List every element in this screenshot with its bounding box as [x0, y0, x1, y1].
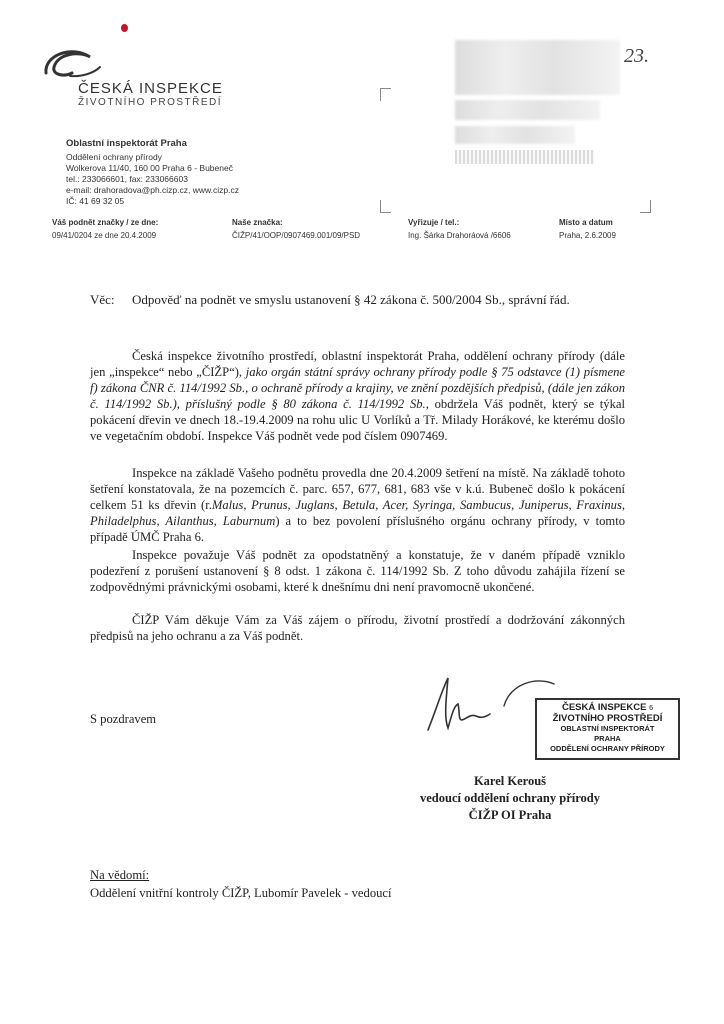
handwritten-number: 23.: [624, 45, 649, 67]
stamp-line: PRAHA: [594, 734, 621, 743]
signer-unit: ČIŽP OI Praha: [468, 808, 552, 822]
cc-text: Oddělení vnitřní kontroly ČIŽP, Lubomír Pavelek - vedoucí: [90, 886, 392, 900]
handled-by-label: Vyřizuje / tel.:: [408, 218, 460, 227]
redacted-recipient: [455, 40, 620, 95]
signer-title: vedoucí oddělení ochrany přírody: [420, 791, 600, 805]
greeting: S pozdravem: [90, 712, 157, 726]
signer-name: Karel Kerouš: [473, 774, 547, 788]
body-text: obdržela Váš podnět, který se týkal pokácení dřevin ve dnech 18.-19.4.2009 na rohu ulic U Vorlíků a Tř. Milady Horákové, ke kterému došlo ve vegetačním období. Inspekce Váš podnět vede pod číslem 0907469.: [90, 397, 625, 443]
body-text: ČIŽP Vám děkuje Vám za Váš zájem o přírodu, životní prostředí a dodržování zákonných předpisů na jeho ochranu a za Váš podnět.: [90, 613, 625, 643]
email-web: e-mail: drahoradova@ph.cizp.cz, www.cizp.cz: [66, 185, 240, 195]
handled-by-value: Ing. Šárka Drahoráová /6606: [408, 231, 511, 240]
body-text: ) a to bez povolení příslušného orgánu ochrany přírody, v tomto případě ÚMČ Praha 6.: [90, 514, 625, 544]
red-mark: [121, 24, 128, 32]
place-date-value: Praha, 2.6.2009: [559, 231, 616, 240]
body-paragraph-4: [90, 612, 625, 644]
institution-name: ČESKÁ INSPEKCE: [78, 80, 223, 97]
redacted-recipient: [455, 100, 600, 120]
address: Wolkerova 11/40, 160 00 Praha 6 - Bubeneč: [66, 163, 233, 173]
cizp-logo-icon: [42, 43, 112, 83]
department: Oddělení ochrany přírody: [66, 152, 162, 162]
official-stamp: [535, 698, 680, 760]
stamp-line: ODDĚLENÍ OCHRANY PŘÍRODY: [550, 744, 665, 753]
company-id: IČ: 41 69 32 05: [66, 196, 125, 206]
stamp-line: ŽIVOTNÍHO PROSTŘEDÍ: [552, 713, 663, 724]
subject-label: Věc:: [90, 292, 115, 307]
our-ref-value: ČIŽP/41/OOP/0907469.001/09/PSD: [232, 231, 361, 240]
stamp-line: ČESKÁ INSPEKCE: [561, 702, 647, 713]
cc-label: Na vědomí:: [90, 868, 150, 882]
address-window-corner: [380, 200, 391, 213]
body-text-species: Malus, Prunus, Juglans, Betula, Acer, Syringa, Sambucus, Juniperus, Fraxinus, Philadelphus, Ailanthus, Laburnum: [90, 498, 625, 528]
body-text: Inspekce na základě Vašeho podnětu provedla dne 20.4.2009 šetření na místě. Na základě tohoto šetření konstatovala, že na pozemcích č. parc. 657, 677, 681, 683 vše v k.ú. Bubeneč došlo k pokácení celkem 51 ks dřevin (r.: [90, 466, 625, 512]
our-ref-label: Naše značka:: [232, 218, 283, 227]
address-window-corner: [380, 88, 391, 101]
office-name: Oblastní inspektorát Praha: [66, 138, 187, 149]
stamp-line: OBLASTNÍ INSPEKTORÁT: [560, 724, 655, 733]
place-date-label: Místo a datum: [559, 218, 613, 227]
stamp-number: 6: [649, 705, 653, 712]
body-text: Česká inspekce životního prostředí, oblastní inspektorát Praha, oddělení ochrany přírody (dále jen „inspekce“ nebo „ČIŽP“),: [90, 349, 625, 379]
body-text: Inspekce považuje Váš podnět za opodstatněný a konstatuje, že v daném případě vzniklo podezření z porušení ustanovení § 8 odst. 1 zákona č. 114/1992 Sb. Z toho důvodu zahájila řízení se zodpovědnými právnickými osobami, které k dnešnímu dni není pravomocně ukončené.: [90, 548, 625, 594]
body-paragraph-3: [90, 547, 625, 595]
subject-text: Odpověď na podnět ve smyslu ustanovení § 42 zákona č. 500/2004 Sb., správní řád.: [132, 292, 570, 307]
your-ref-label: Váš podnět značky / ze dne:: [52, 218, 159, 227]
institution-subname: ŽIVOTNÍHO PROSTŘEDÍ: [78, 97, 223, 108]
body-paragraph-1: [90, 348, 625, 444]
phone-fax: tel.: 233066601, fax: 233066603: [66, 174, 188, 184]
body-paragraph-2: [90, 465, 625, 545]
your-ref-value: 09/41/0204 ze dne 20.4.2009: [52, 231, 157, 240]
redacted-recipient: [455, 150, 595, 164]
address-window-corner: [640, 200, 651, 213]
redacted-recipient: [455, 126, 575, 144]
body-text-legal: jako orgán státní správy ochrany přírody podle § 75 odstavce (1) písmene f) zákona ČNR č. 114/1992 Sb., o ochraně přírody a krajiny, ve znění pozdějších předpisů, (dále jen zákon č. 114/1992 Sb.), příslušný podle § 80 zákona č. 114/1992 Sb.,: [90, 365, 625, 411]
